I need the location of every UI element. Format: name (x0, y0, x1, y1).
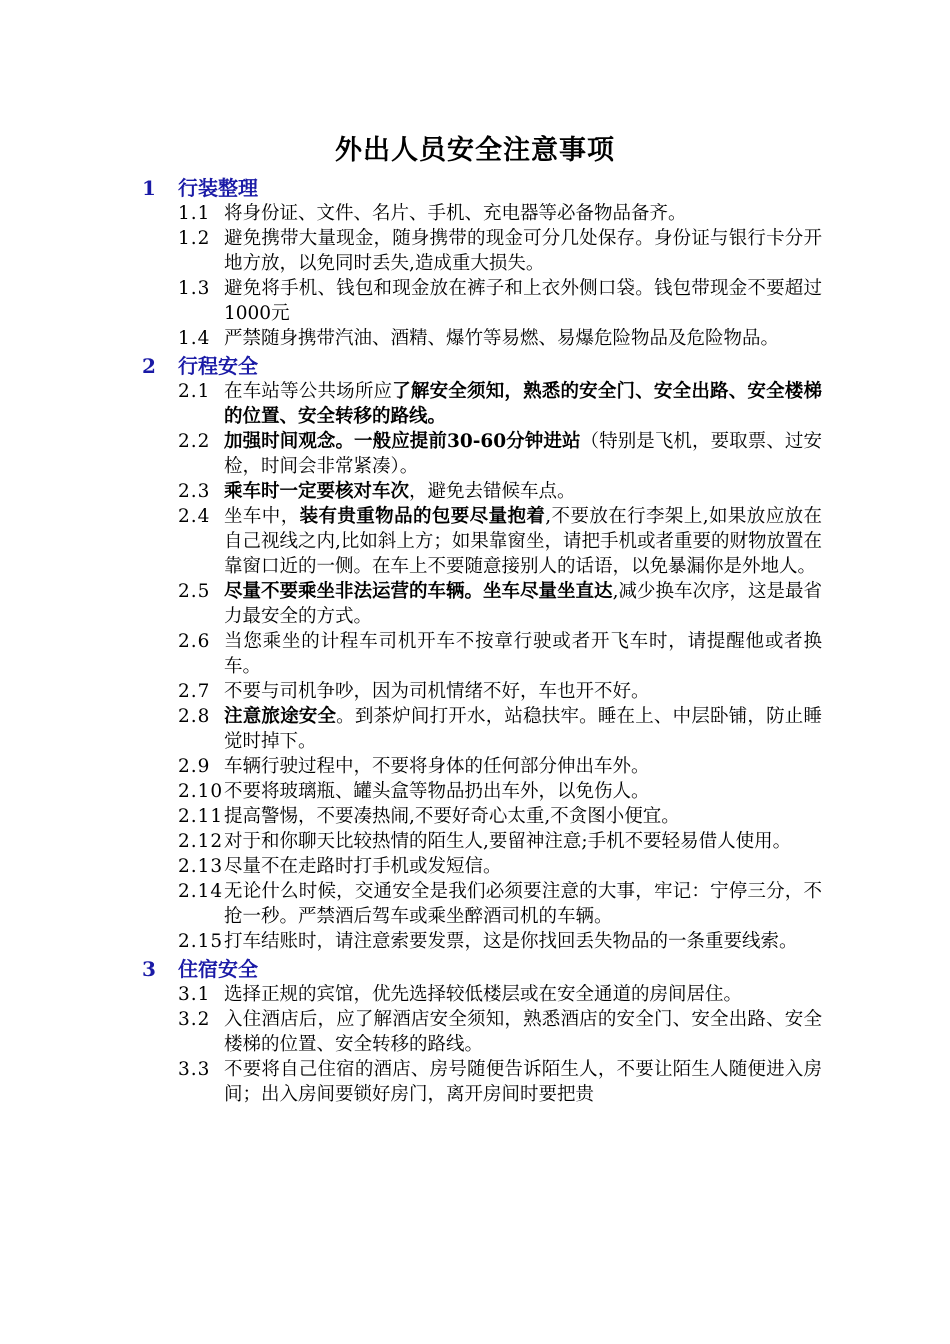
list-item (178, 754, 822, 779)
list-item (178, 379, 822, 429)
item-number: 2.3 (178, 481, 211, 502)
item-text (224, 929, 822, 954)
item-number: 2.12 (178, 831, 224, 852)
item-text-segment: 在车站等公共场所应 (224, 381, 393, 402)
item-text (224, 429, 822, 479)
item-number: 3.2 (178, 1009, 211, 1030)
item-number: 2.8 (178, 706, 211, 727)
item-text (224, 201, 822, 226)
item-number: 3.3 (178, 1059, 211, 1080)
list-item (178, 779, 822, 804)
item-text-emphasis: 尽量不要乘坐非法运营的车辆。坐车尽量坐直达 (224, 581, 613, 602)
item-text (224, 579, 822, 629)
item-number: 2.11 (178, 806, 224, 827)
item-text-segment: 不要将玻璃瓶、罐头盒等物品扔出车外，以免伤人。 (224, 781, 650, 802)
item-text (224, 504, 822, 579)
item-text-segment: 提高警惕，不要凑热闹,不要好奇心太重,不贪图小便宜。 (224, 806, 680, 827)
item-text-emphasis: 乘车时一定要核对车次 (224, 481, 410, 502)
item-text (224, 1007, 822, 1057)
item-text (224, 226, 822, 276)
list-item (178, 479, 822, 504)
item-text (224, 879, 822, 929)
item-text (224, 704, 822, 754)
item-text-segment: 无论什么时候，交通安全是我们必须要注意的大事，牢记：宁停三分，不抢一秒。严禁酒后驾车或乘坐醉酒司机的车辆。 (224, 881, 822, 927)
item-text-segment: 打车结账时，请注意索要发票，这是你找回丢失物品的一条重要线索。 (224, 931, 798, 952)
list-item (178, 201, 822, 226)
section-number: 3 (142, 957, 156, 981)
item-number: 2.13 (178, 856, 224, 877)
list-item (178, 1007, 822, 1057)
section-title: 住宿安全 (178, 957, 258, 981)
item-text (224, 829, 822, 854)
document-title: 外出人员安全注意事项 (335, 135, 615, 166)
item-text (224, 754, 822, 779)
item-text-segment: 当您乘坐的计程车司机开车不按章行驶或者开飞车时，请提醒他或者换车。 (224, 631, 822, 677)
item-text-segment: 不要与司机争吵，因为司机情绪不好，车也开不好。 (224, 681, 650, 702)
item-text-segment: 不要将自己住宿的酒店、房号随便告诉陌生人，不要让陌生人随便进入房间；出入房间要锁好房门，离开房间时要把贵 (224, 1059, 822, 1105)
list-item (178, 879, 822, 929)
item-text-segment: 入住酒店后，应了解酒店安全须知，熟悉酒店的安全门、安全出路、安全楼梯的位置、安全转移的路线。 (224, 1009, 822, 1055)
item-number: 2.14 (178, 881, 224, 902)
item-text (224, 1057, 822, 1107)
item-text (224, 379, 822, 429)
item-text-segment: 尽量不在走路时打手机或发短信。 (224, 856, 502, 877)
item-text (224, 629, 822, 679)
list-item (178, 276, 822, 326)
section-heading (142, 956, 822, 982)
item-text-segment: 将身份证、文件、名片、手机、充电器等必备物品备齐。 (224, 203, 687, 224)
item-text-segment: 坐车中， (224, 506, 300, 527)
item-number: 2.10 (178, 781, 224, 802)
list-item (178, 854, 822, 879)
item-text (224, 479, 822, 504)
list-item (178, 829, 822, 854)
item-number: 2.5 (178, 581, 211, 602)
item-text-emphasis: 加强时间观念。一般应提前30-60分钟进站 (224, 431, 581, 452)
item-text-segment: 选择正规的宾馆，优先选择较低楼层或在安全通道的房间居住。 (224, 984, 743, 1005)
item-text-segment: ,减少换车次序，这是最省力最安全的方式。 (224, 581, 822, 627)
list-item (178, 504, 822, 579)
item-text (224, 854, 822, 879)
item-number: 2.9 (178, 756, 211, 777)
item-text-segment: 对于和你聊天比较热情的陌生人,要留神注意;手机不要轻易借人使用。 (224, 831, 792, 852)
list-item (178, 929, 822, 954)
list-item (178, 704, 822, 754)
list-item (178, 429, 822, 479)
item-text (224, 276, 822, 326)
item-text-emphasis: 装有贵重物品的包要尽量抱着 (299, 506, 546, 527)
section-heading (142, 175, 822, 201)
list-item (178, 982, 822, 1007)
item-text-emphasis: 了解安全须知，熟悉的安全门、安全出路、安全楼梯的位置、安全转移的路线。 (224, 381, 822, 427)
item-text (224, 326, 822, 351)
item-text (224, 804, 822, 829)
item-text-segment: ，避免去错候车点。 (409, 481, 576, 502)
section-title: 行装整理 (178, 176, 258, 200)
item-text-segment: 。到茶炉间打开水，站稳扶牢。睡在上、中层卧铺，防止睡觉时掉下。 (224, 706, 822, 752)
item-number: 1.1 (178, 203, 211, 224)
section-number: 2 (142, 354, 156, 378)
item-number: 1.2 (178, 228, 211, 249)
item-number: 2.15 (178, 931, 224, 952)
list-item (178, 629, 822, 679)
item-number: 1.3 (178, 278, 211, 299)
item-text (224, 679, 822, 704)
item-text-emphasis: 注意旅途安全 (224, 706, 337, 727)
list-item (178, 679, 822, 704)
list-item (178, 1057, 822, 1107)
item-number: 2.1 (178, 381, 211, 402)
item-text-segment: 避免携带大量现金，随身携带的现金可分几处保存。身份证与银行卡分开地方放，以免同时丢失,造成重大损失。 (224, 228, 822, 274)
document-body (142, 173, 822, 1107)
item-text-segment: ,不要放在行李架上,如果放应放在自己视线之内,比如斜上方；如果靠窗坐，请把手机或者重要的财物放置在靠窗口近的一侧。在车上不要随意接别人的话语，以免暴漏你是外地人。 (224, 506, 822, 577)
item-number: 3.1 (178, 984, 211, 1005)
item-number: 2.7 (178, 681, 211, 702)
item-text (224, 779, 822, 804)
list-item (178, 326, 822, 351)
item-number: 2.4 (178, 506, 211, 527)
section-title: 行程安全 (178, 354, 258, 378)
item-number: 2.2 (178, 431, 211, 452)
item-text-segment: 严禁随身携带汽油、酒精、爆竹等易燃、易爆危险物品及危险物品。 (224, 328, 780, 349)
list-item (178, 579, 822, 629)
item-number: 2.6 (178, 631, 211, 652)
section-heading (142, 353, 822, 379)
list-item (178, 804, 822, 829)
item-text-segment: （特别是飞机，要取票、过安检，时间会非常紧凑）。 (224, 431, 822, 477)
item-text-segment: 车辆行驶过程中，不要将身体的任何部分伸出车外。 (224, 756, 650, 777)
list-item (178, 226, 822, 276)
section-number: 1 (142, 176, 156, 200)
item-text (224, 982, 822, 1007)
item-text-segment: 避免将手机、钱包和现金放在裤子和上衣外侧口袋。钱包带现金不要超过1000元 (224, 278, 822, 324)
item-number: 1.4 (178, 328, 211, 349)
